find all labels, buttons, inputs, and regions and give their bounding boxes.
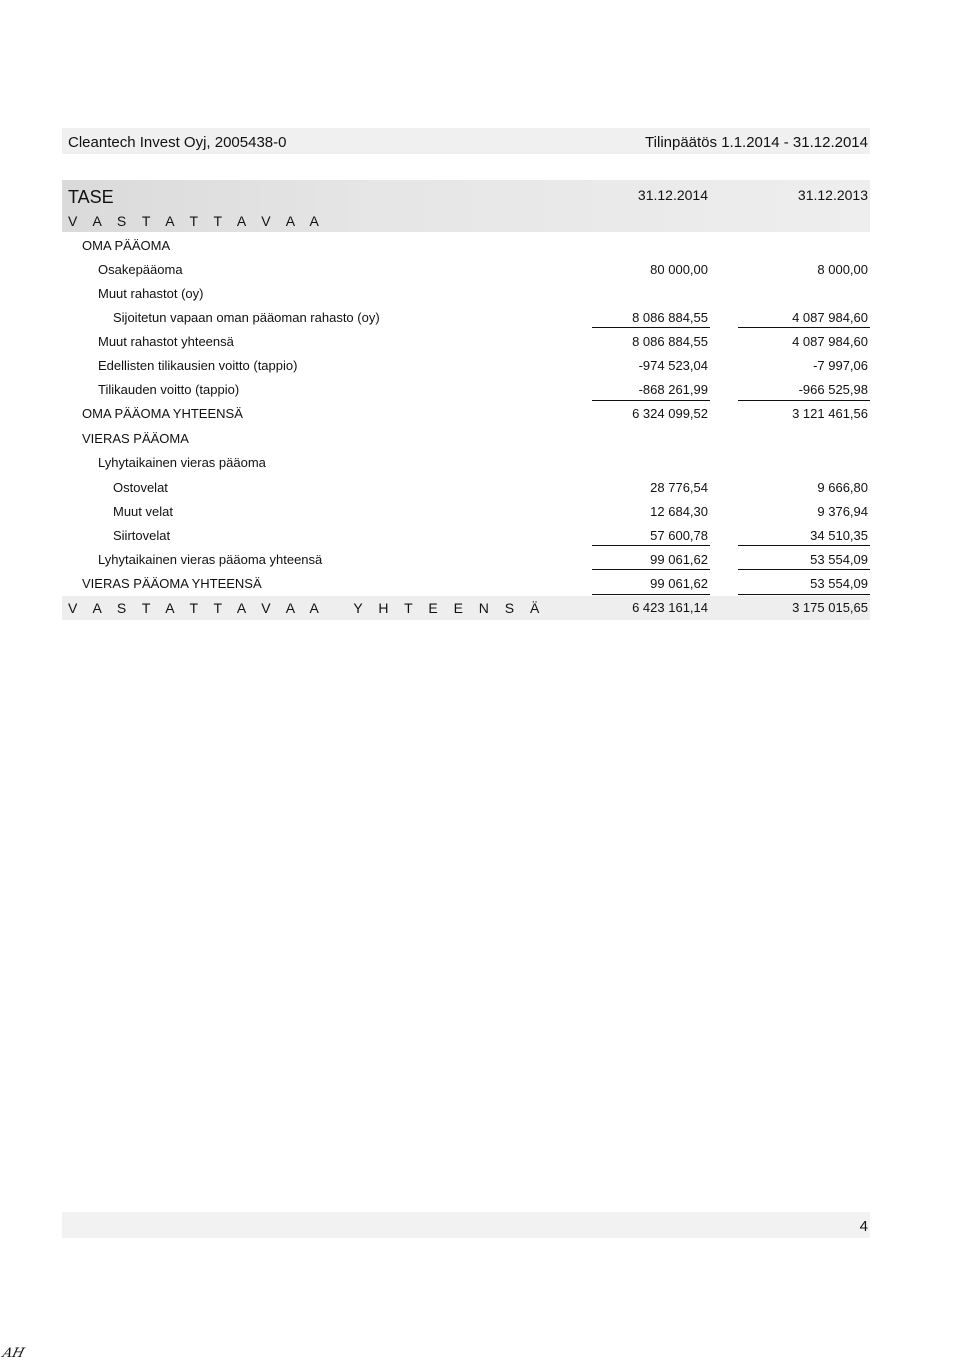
row-label: OMA PÄÄOMA [82, 238, 171, 253]
table-row [0, 358, 960, 380]
underline [592, 569, 710, 570]
row-label: Muut velat [113, 504, 173, 519]
value-2013: -966 525,98 [798, 382, 868, 397]
row-label: Muut rahastot (oy) [98, 286, 204, 301]
value-2013: 53 554,09 [810, 552, 868, 567]
table-row [0, 286, 960, 308]
table-row [0, 600, 960, 622]
value-2013: 3 121 461,56 [792, 406, 868, 421]
row-label: Osakepääoma [98, 262, 183, 277]
value-2014: 80 000,00 [650, 262, 708, 277]
table-row [0, 455, 960, 477]
underline [738, 594, 870, 595]
value-2014: 8 086 884,55 [632, 334, 708, 349]
table-row [0, 262, 960, 284]
value-2013: 9 666,80 [817, 480, 868, 495]
row-label: VIERAS PÄÄOMA YHTEENSÄ [82, 576, 262, 591]
balance-title: TASE [68, 187, 114, 207]
fiscal-period: Tilinpäätös 1.1.2014 - 31.12.2014 [645, 134, 868, 151]
underline [592, 327, 710, 328]
underline [738, 569, 870, 570]
row-label: Tilikauden voitto (tappio) [98, 382, 240, 397]
value-2014: -868 261,99 [638, 382, 708, 397]
value-2013: 34 510,35 [810, 528, 868, 543]
value-2013: 53 554,09 [810, 576, 868, 591]
underline [738, 545, 870, 546]
column-header-2013: 31.12.2013 [797, 187, 868, 203]
row-label: Lyhytaikainen vieras pääoma yhteensä [98, 552, 323, 567]
row-label: Edellisten tilikausien voitto (tappio) [98, 358, 298, 373]
table-row [0, 334, 960, 356]
underline [592, 545, 710, 546]
table-row [0, 238, 960, 260]
row-label: Ostovelat [113, 480, 168, 495]
value-2014: 8 086 884,55 [632, 310, 708, 325]
table-row [0, 431, 960, 453]
row-label: OMA PÄÄOMA YHTEENSÄ [82, 406, 243, 421]
value-2014: 6 324 099,52 [632, 406, 708, 421]
value-2013: -7 997,06 [813, 358, 868, 373]
row-label: Muut rahastot yhteensä [98, 334, 234, 349]
page-number: 4 [859, 1218, 868, 1235]
table-row [0, 528, 960, 550]
underline [592, 594, 710, 595]
table-row [0, 480, 960, 502]
value-2014: 28 776,54 [650, 480, 708, 495]
value-2013: 8 000,00 [817, 262, 868, 277]
row-label: Lyhytaikainen vieras pääoma [98, 455, 266, 470]
value-2014: 12 684,30 [650, 504, 708, 519]
company-name: Cleantech Invest Oyj, 2005438-0 [68, 134, 287, 151]
footer-band [62, 1212, 870, 1238]
table-row [0, 310, 960, 332]
value-2014: 99 061,62 [650, 552, 708, 567]
underline [738, 400, 870, 401]
column-header-2014: 31.12.2014 [637, 187, 708, 203]
table-row [0, 213, 960, 235]
value-2014: 6 423 161,14 [632, 600, 708, 615]
value-2014: -974 523,04 [638, 358, 708, 373]
value-2013: 9 376,94 [817, 504, 868, 519]
value-2014: 99 061,62 [650, 576, 708, 591]
value-2013: 3 175 015,65 [792, 600, 868, 615]
row-label: Siirtovelat [113, 528, 171, 543]
value-2013: 4 087 984,60 [792, 334, 868, 349]
row-label: Sijoitetun vapaan oman pääoman rahasto (oy) [113, 310, 380, 325]
table-row [0, 406, 960, 428]
value-2013: 4 087 984,60 [792, 310, 868, 325]
underline [738, 327, 870, 328]
table-row [0, 552, 960, 574]
handwritten-initials: AH [0, 1346, 26, 1361]
row-label: VIERAS PÄÄOMA [82, 431, 189, 446]
row-label: V A S T A T T A V A A [68, 213, 325, 229]
row-label: V A S T A T T A V A A Y H T E E N S Ä [68, 600, 546, 616]
underline [592, 400, 710, 401]
value-2014: 57 600,78 [650, 528, 708, 543]
table-row [0, 504, 960, 526]
